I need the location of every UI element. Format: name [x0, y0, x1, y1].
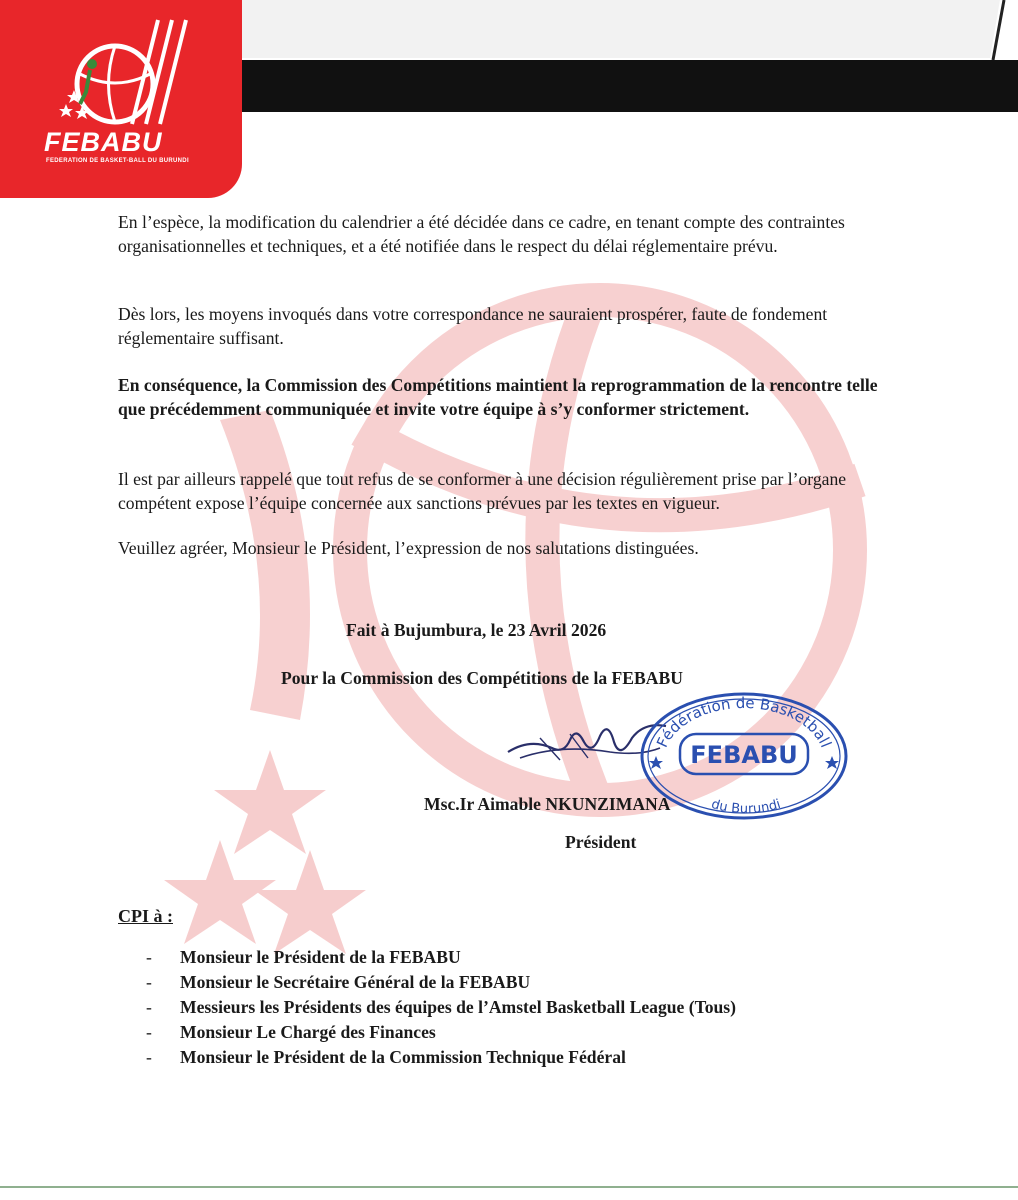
cc-recipient: Monsieur le Président de la Commission Technique Fédéral	[180, 1047, 626, 1067]
list-dash: -	[146, 972, 152, 992]
febabu-logo	[0, 0, 242, 198]
cc-recipient: Monsieur le Secrétaire Général de la FEBABU	[180, 972, 531, 992]
paragraph-decision: En conséquence, la Commission des Compétitions maintient la reprogrammation de la rencontre telle que précédemment communiquée et invite votre équipe à s’y conformer strictement.	[118, 375, 878, 419]
stamp-top-arc: Fédération de Basketball	[653, 693, 836, 751]
place-date: Fait à Bujumbura, le 23 Avril 2026	[346, 620, 607, 640]
on-behalf-line: Pour la Commission des Compétitions de la FEBABU	[281, 668, 683, 688]
svg-text:du Burundi	[709, 797, 782, 817]
footer-divider	[0, 1186, 1018, 1188]
signatory-name: Msc.Ir Aimable NKUNZIMANA	[424, 794, 671, 814]
list-dash: -	[146, 1022, 152, 1042]
cc-recipient: Messieurs les Présidents des équipes de l’Amstel Basketball League (Tous)	[180, 997, 736, 1017]
paragraph-calendar: En l’espèce, la modification du calendrier a été décidée dans ce cadre, en tenant compte des contraintes organisationnelles et techniques, et a été notifiée dans le respect du délai réglementaire prévu.	[118, 212, 845, 256]
logo-subtitle: FEDERATION DE BASKET-BALL DU BURUNDI	[46, 158, 189, 164]
list-dash: -	[146, 947, 152, 967]
list-dash: -	[146, 1047, 152, 1067]
paragraph-salutation: Veuillez agréer, Monsieur le Président, l’expression de nos salutations distinguées.	[118, 538, 699, 558]
paragraph-sanctions: Il est par ailleurs rappelé que tout refus de se conformer à une décision régulièrement prise par l’organe compétent expose l’équipe concernée aux sanctions prévues par les textes en vigueur.	[118, 469, 847, 513]
cc-recipient: Monsieur le Président de la FEBABU	[180, 947, 461, 967]
basketball-watermark	[160, 250, 920, 970]
cc-title: CPI à :	[118, 906, 173, 926]
logo-name: FEBABU	[44, 127, 163, 157]
stamp-center: FEBABU	[690, 741, 798, 769]
list-dash: -	[146, 997, 152, 1017]
paragraph-grounds: Dès lors, les moyens invoqués dans votre correspondance ne sauraient prospérer, faute de fondement réglementaire suffisant.	[118, 304, 828, 348]
signatory-title: Président	[565, 832, 637, 852]
stamp-bottom-arc: du Burundi	[709, 796, 783, 817]
cc-recipient: Monsieur Le Chargé des Finances	[180, 1022, 436, 1042]
